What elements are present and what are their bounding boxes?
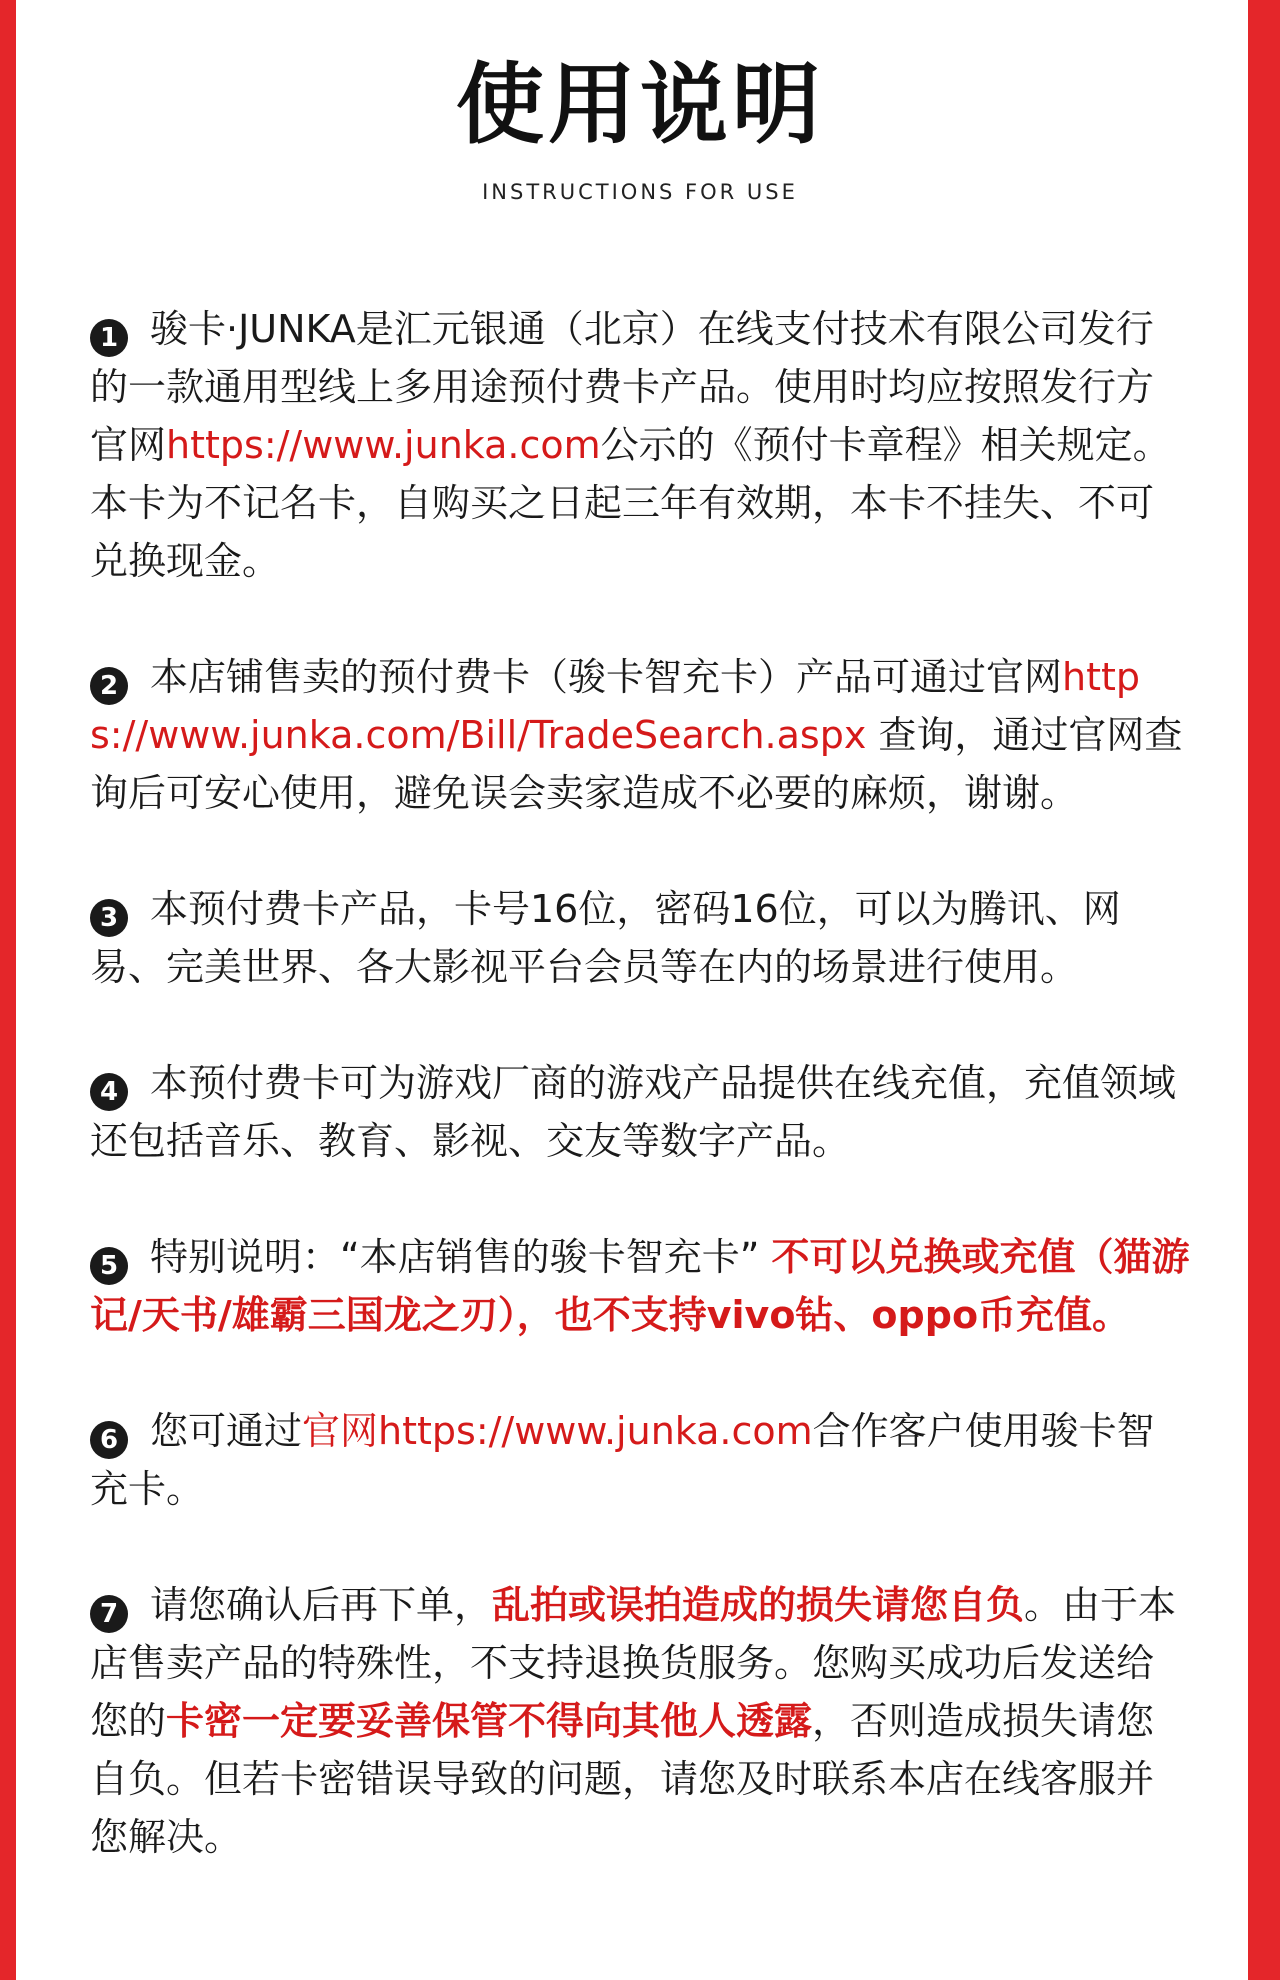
item-1-text-b: 公示的《预付卡章程》相关规定。本卡为不记名卡，自购买之日起三年有效期，本卡不挂失、不可兑换现金。 — [90, 423, 1171, 583]
item-7-warning-b: 卡密一定要妥善保管不得向其他人透露 — [166, 1699, 813, 1743]
instruction-item-1 — [90, 300, 1190, 590]
official-site-link[interactable]: 官网https://www.junka.com — [302, 1409, 813, 1453]
item-2-text-b: 查询，通过官网查询后可安心使用，避免误会卖家造成不必要的麻烦，谢谢。 — [90, 713, 1183, 815]
left-red-border — [0, 0, 16, 1980]
junka-website-link[interactable]: https://www.junka.com — [166, 423, 601, 467]
instruction-item-5 — [90, 1228, 1190, 1344]
item-4-text: 本预付费卡可为游戏厂商的游戏产品提供在线充值，充值领域还包括音乐、教育、影视、交友等数字产品。 — [90, 1061, 1177, 1163]
item-5-warning: 不可以兑换或充值（猫游记/天书/雄霸三国龙之刃），也不支持vivo钻、oppo币充值。 — [90, 1235, 1190, 1337]
item-2-text-a: 本店铺售卖的预付费卡（骏卡智充卡）产品可通过官网 — [150, 655, 1063, 699]
number-badge-7: 7 — [90, 1595, 128, 1633]
trade-search-link[interactable]: https://www.junka.com/Bill/TradeSearch.aspx — [90, 655, 1141, 757]
item-7-warning-a: 乱拍或误拍造成的损失请您自负 — [492, 1583, 1025, 1627]
item-7-text-c: ，否则造成损失请您自负。但若卡密错误导致的问题，请您及时联系本店在线客服并您解决。 — [90, 1699, 1155, 1859]
item-1-text-a: 骏卡·JUNKA是汇元银通（北京）在线支付技术有限公司发行的一款通用型线上多用途预付费卡产品。使用时均应按照发行方官网 — [90, 307, 1155, 467]
instruction-item-4 — [90, 1054, 1190, 1170]
number-badge-2: 2 — [90, 667, 128, 705]
page-subtitle: INSTRUCTIONS FOR USE — [482, 180, 798, 204]
number-badge-3: 3 — [90, 899, 128, 937]
instruction-item-6 — [90, 1402, 1190, 1518]
number-badge-4: 4 — [90, 1073, 128, 1111]
instruction-item-7 — [90, 1576, 1190, 1866]
number-badge-1: 1 — [90, 319, 128, 357]
instruction-item-2 — [90, 648, 1190, 822]
page-title: 使用说明 — [455, 53, 824, 156]
instructions-content — [90, 300, 1190, 1866]
item-5-text: 特别说明：“本店销售的骏卡智充卡” — [150, 1235, 772, 1279]
item-6-text-b: 合作客户使用骏卡智充卡。 — [90, 1409, 1155, 1511]
number-badge-6: 6 — [90, 1421, 128, 1459]
right-red-border — [1248, 0, 1280, 1980]
number-badge-5: 5 — [90, 1247, 128, 1285]
item-6-text-a: 您可通过 — [150, 1409, 303, 1453]
instruction-item-3 — [90, 880, 1190, 996]
header — [0, 50, 1280, 204]
item-3-text: 本预付费卡产品，卡号16位，密码16位，可以为腾讯、网易、完美世界、各大影视平台会员等在内的场景进行使用。 — [90, 887, 1121, 989]
item-7-text-a: 请您确认后再下单， — [150, 1583, 493, 1627]
item-7-text-b: 。由于本店售卖产品的特殊性，不支持退换货服务。您购买成功后发送给您的 — [90, 1583, 1177, 1743]
